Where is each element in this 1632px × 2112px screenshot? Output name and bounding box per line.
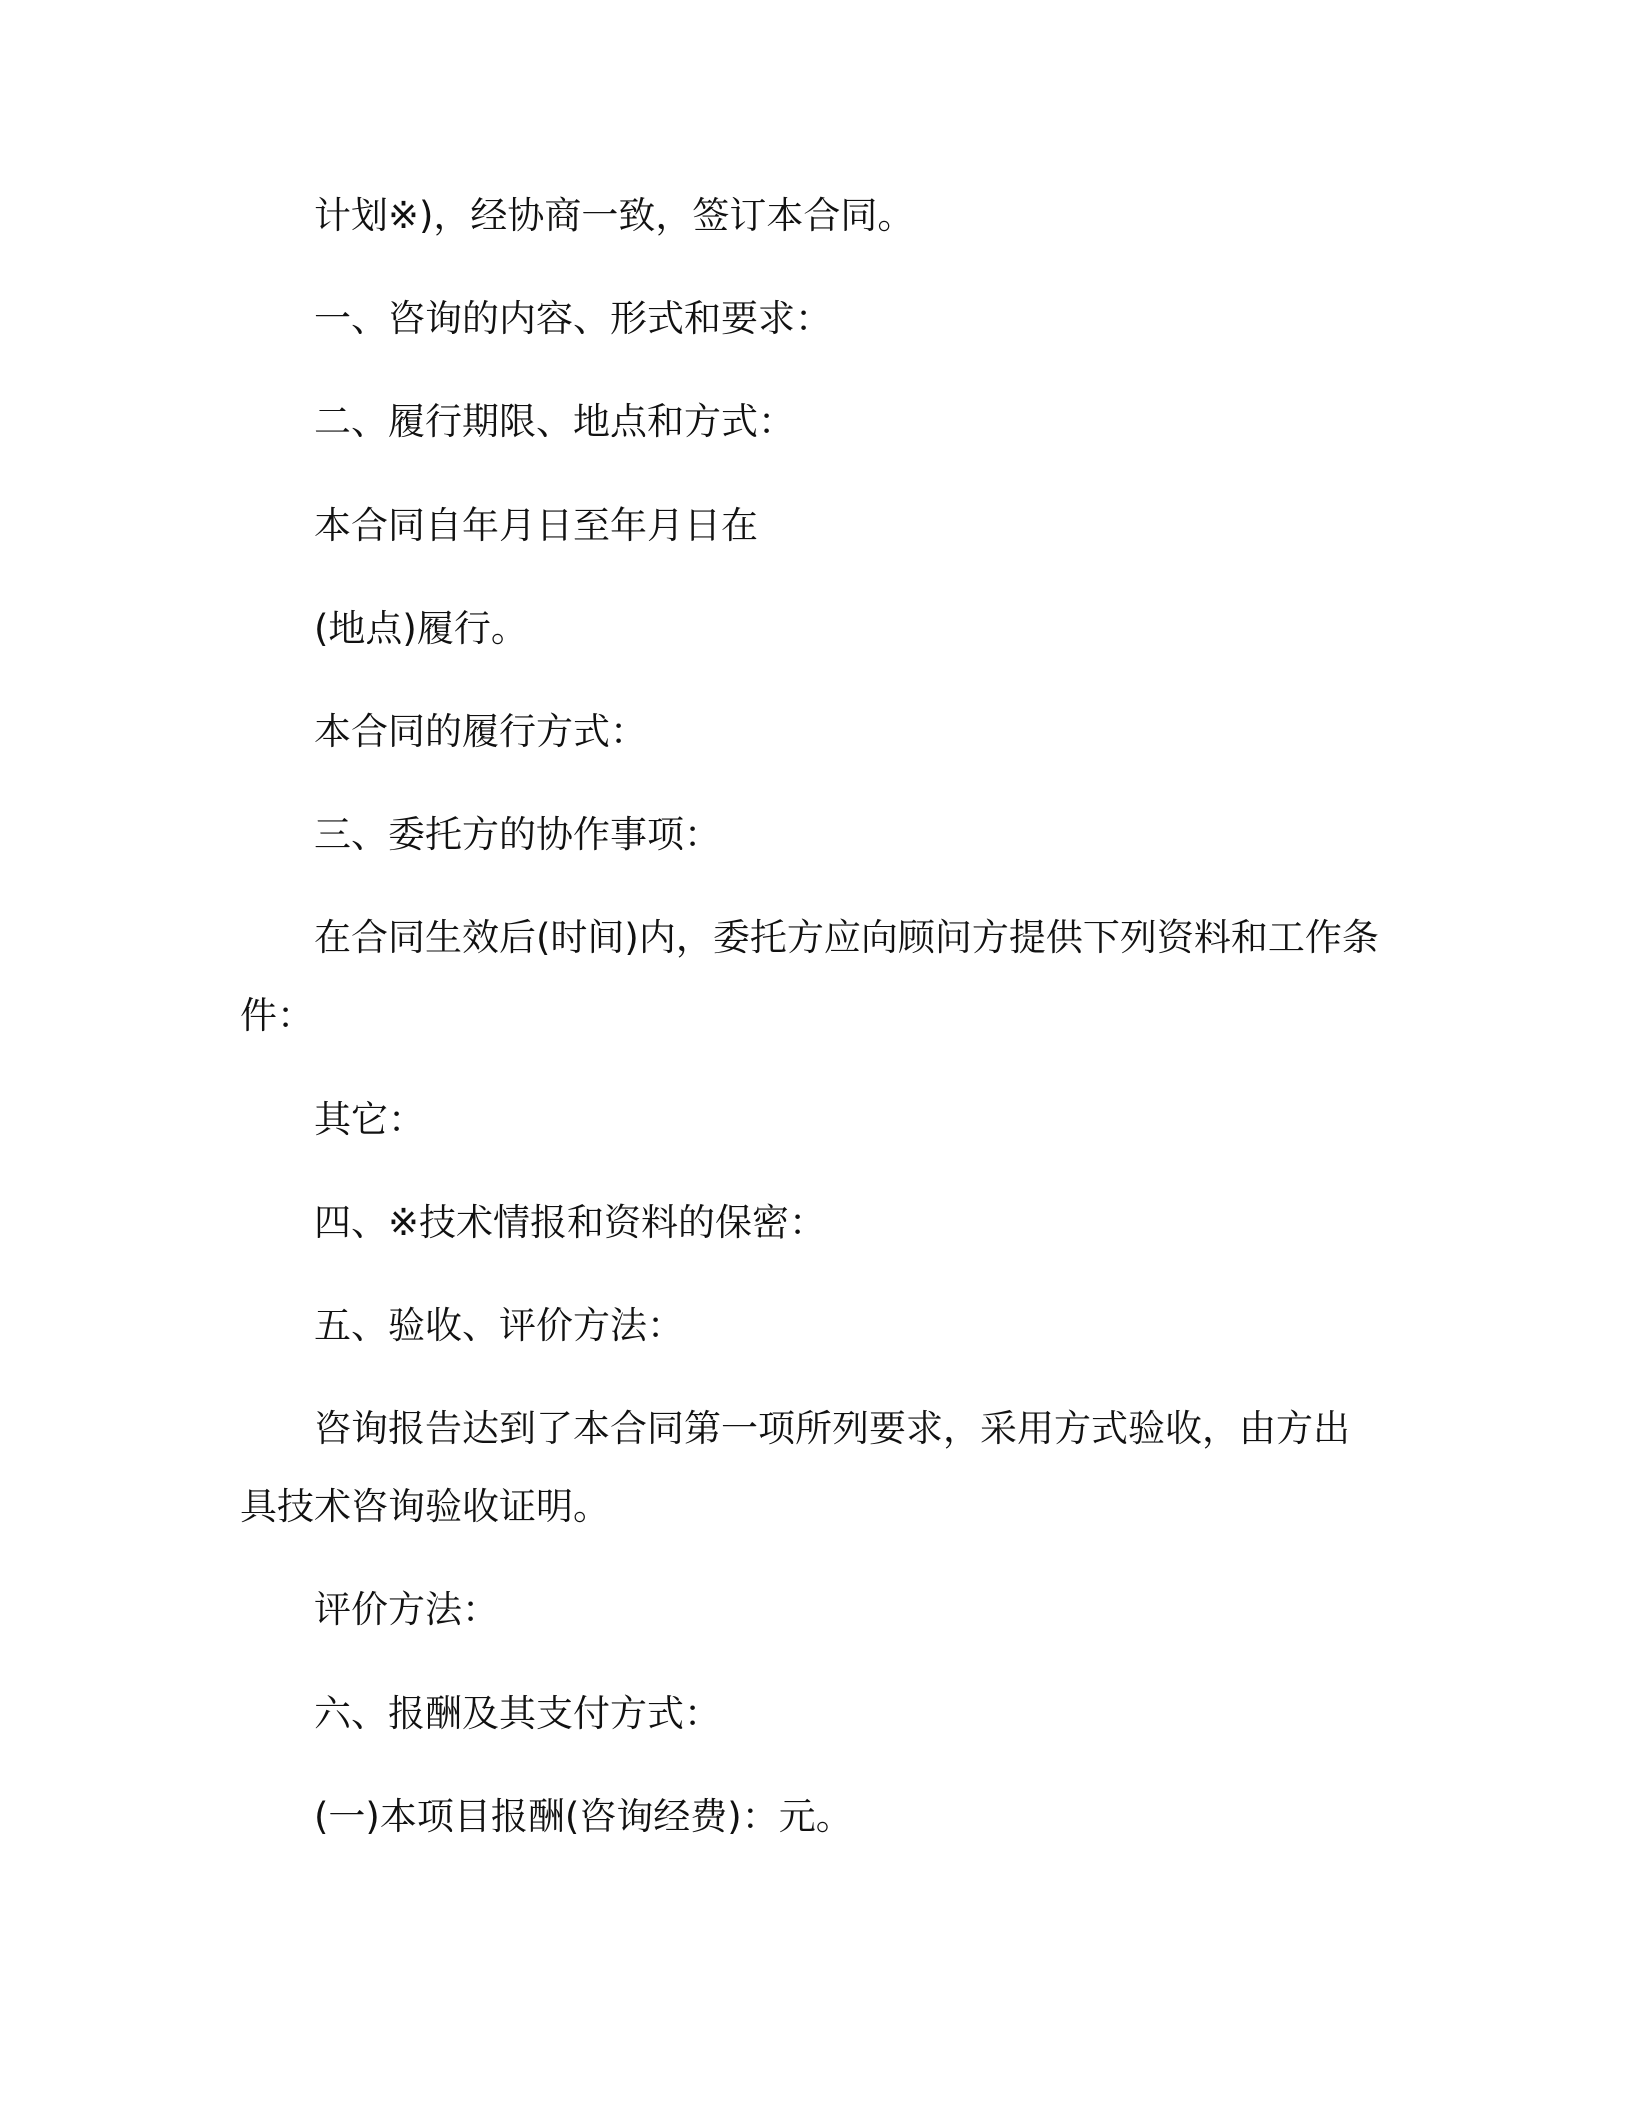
paragraph-line: (一)本项目报酬(咨询经费)：元。 <box>314 1795 853 1838</box>
paragraph-line: 本合同的履行方式： <box>314 710 647 753</box>
section-heading-6: 六、报酬及其支付方式： <box>314 1692 721 1735</box>
paragraph-line: 咨询报告达到了本合同第一项所列要求，采用方式验收，由方出 <box>314 1407 1350 1450</box>
section-heading-1: 一、咨询的内容、形式和要求： <box>314 297 832 340</box>
paragraph-line: 在合同生效后(时间)内，委托方应向顾问方提供下列资料和工作条 <box>314 916 1379 959</box>
section-heading-4: 四、※技术情报和资料的保密： <box>314 1201 827 1244</box>
paragraph-line: 本合同自年月日至年月日在 <box>314 504 758 547</box>
paragraph-line: 评价方法： <box>314 1588 499 1631</box>
paragraph-line: 其它： <box>314 1098 425 1141</box>
paragraph-line: (地点)履行。 <box>314 607 528 650</box>
paragraph-line: 计划※)，经协商一致，签订本合同。 <box>314 194 915 237</box>
paragraph-line-continued: 件： <box>240 994 314 1037</box>
paragraph-line-continued: 具技术咨询验收证明。 <box>240 1485 610 1528</box>
section-heading-3: 三、委托方的协作事项： <box>314 813 721 856</box>
section-heading-2: 二、履行期限、地点和方式： <box>314 400 795 443</box>
section-heading-5: 五、验收、评价方法： <box>314 1304 684 1347</box>
